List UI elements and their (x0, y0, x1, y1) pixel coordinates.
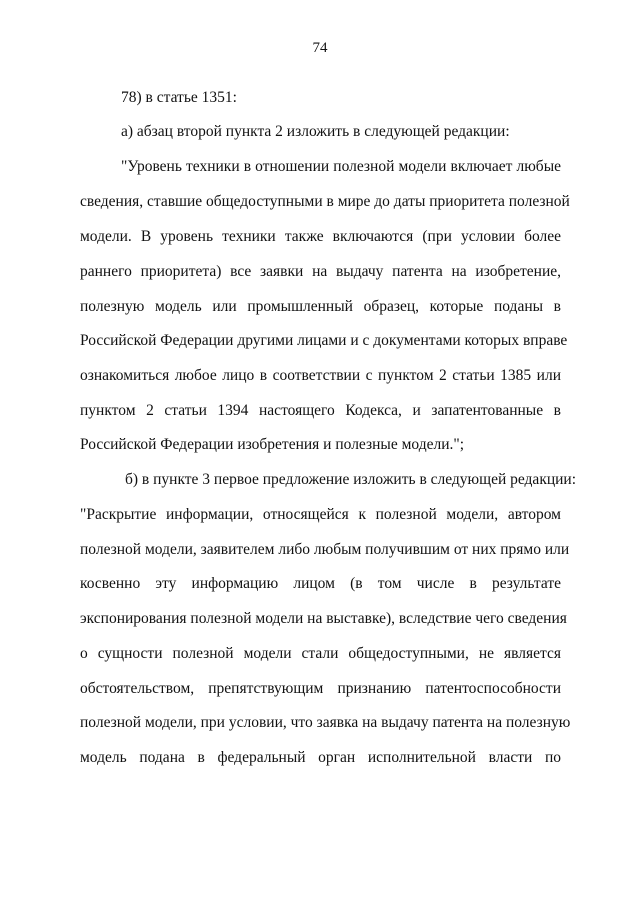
text-line-16: экспонирования полезной модели на выставке), вследствие чего сведения (80, 610, 567, 627)
text-line-15: косвенно эту информацию лицом (в том числе в результате (80, 575, 561, 592)
text-line-11: Российской Федерации изобретения и полезные модели."; (80, 436, 464, 453)
text-line-6: раннего приоритета) все заявки на выдачу патента на изобретение, (80, 263, 561, 280)
text-line-7: полезную модель или промышленный образец, которые поданы в (80, 298, 561, 315)
text-line-14: полезной модели, заявителем либо любым получившим от них прямо или (80, 541, 570, 558)
text-line-17: о сущности полезной модели стали общедоступными, не является (80, 645, 561, 662)
text-line-12: б) в пункте 3 первое предложение изложить в следующей редакции: (125, 471, 577, 488)
text-line-1: 78) в статье 1351: (121, 89, 237, 106)
text-line-10: пунктом 2 статьи 1394 настоящего Кодекса, и запатентованные в (80, 402, 561, 419)
text-line-20: модель подана в федеральный орган исполнительной власти по (80, 749, 561, 766)
text-line-4: сведения, ставшие общедоступными в мире до даты приоритета полезной (80, 193, 570, 210)
text-line-13: "Раскрытие информации, относящейся к полезной модели, автором (80, 506, 561, 523)
text-line-3: "Уровень техники в отношении полезной модели включает любые (121, 158, 561, 175)
text-line-5: модели. В уровень техники также включаются (при условии более (80, 228, 561, 245)
text-line-8: Российской Федерации другими лицами и с документами которых вправе (80, 332, 568, 349)
text-line-18: обстоятельством, препятствующим признанию патентоспособности (80, 680, 561, 697)
page-number: 74 (312, 40, 328, 56)
text-line-2: а) абзац второй пункта 2 изложить в следующей редакции: (121, 123, 510, 140)
text-line-19: полезной модели, при условии, что заявка на выдачу патента на полезную (80, 714, 571, 731)
text-line-9: ознакомиться любое лицо в соответствии с пунктом 2 статьи 1385 или (80, 367, 561, 384)
